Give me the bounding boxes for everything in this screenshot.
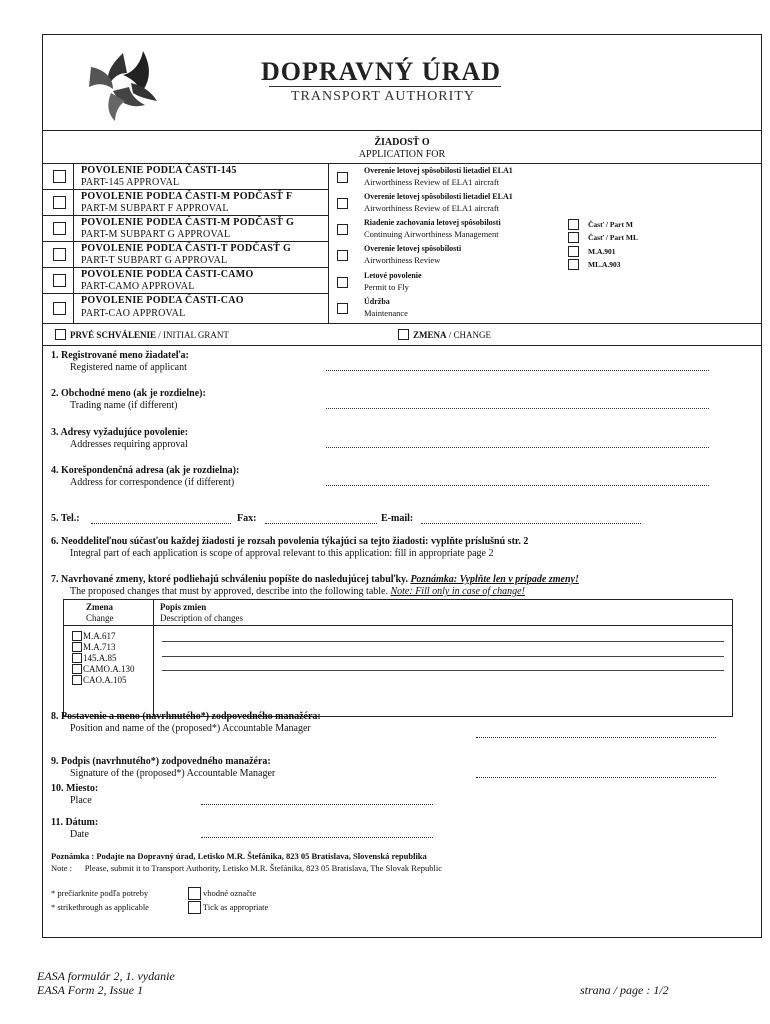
email-field[interactable]	[421, 523, 641, 524]
application-title: ŽIADOSŤ O	[374, 137, 430, 148]
correspondence-field[interactable]	[326, 485, 709, 486]
strike-note-sk: * prečiarknite podľa potreby	[51, 888, 149, 898]
checkbox[interactable]	[53, 196, 66, 209]
form-header	[43, 35, 761, 131]
approval-row-camo[interactable]	[43, 268, 328, 294]
right-row-ela1-2[interactable]	[328, 191, 761, 217]
col-header-change-sk: Zmena	[86, 602, 113, 612]
checkbox[interactable]	[337, 172, 348, 183]
org-rule	[269, 86, 501, 87]
option-label-en: Permit to Fly	[364, 282, 409, 292]
tick-note-sk: vhodné označte	[203, 888, 257, 898]
item-label-sk: 1. Registrované meno žiadateľa:	[51, 350, 189, 361]
checkbox[interactable]	[72, 631, 82, 641]
initial-grant-en: INITIAL GRANT	[162, 330, 229, 340]
approval-row-m-g[interactable]	[43, 216, 328, 242]
col-header-desc-en: Description of changes	[160, 613, 243, 623]
grant-bottom-rule	[43, 345, 761, 346]
approval-label-en: PART-CAO APPROVAL	[81, 308, 186, 319]
legend-checkbox	[188, 901, 201, 914]
right-row-arc[interactable]	[328, 243, 761, 269]
approval-row-cao[interactable]	[43, 294, 328, 323]
checkbox[interactable]	[53, 248, 66, 261]
option-label-sk: Letové povolenie	[364, 271, 422, 280]
item-manager-signature	[51, 756, 275, 780]
item-label-en: Signature of the (proposed*) Accountable Manager	[70, 768, 276, 779]
grant-separator: /	[155, 330, 163, 340]
checkbox[interactable]	[72, 653, 82, 663]
option-label: Časť / Part M	[588, 220, 633, 229]
change-code: M.A.713	[83, 642, 116, 652]
option-label: Časť / Part ML	[588, 233, 638, 242]
approval-label-en: PART-T SUBPART G APPROVAL	[81, 255, 228, 266]
item-label-en: Place	[70, 795, 92, 806]
item-label-sk: 10. Miesto:	[51, 783, 99, 794]
description-line[interactable]	[162, 641, 724, 642]
option-label-en: Airworthiness Review	[364, 255, 441, 265]
item-label-sk: 2. Obchodné meno (ak je rozdielne):	[51, 388, 206, 399]
strike-note-en: * strikethrough as applicable	[51, 902, 149, 912]
change-code: CAMO.A.130	[83, 664, 135, 674]
addresses-field[interactable]	[326, 447, 709, 448]
checkbox[interactable]	[53, 274, 66, 287]
item-correspondence	[51, 465, 239, 489]
initial-grant-label	[70, 330, 229, 340]
changes-text-en: The proposed changes that must by approved, describe into the following table.	[70, 586, 388, 597]
item-label-en: Position and name of the (proposed*) Accountable Manager	[70, 723, 311, 734]
approval-label-en: PART-M SUBPART F APPROVAL	[81, 203, 229, 214]
note-sk-label: Poznámka :	[51, 851, 95, 861]
item-label-en: Trading name (if different)	[70, 400, 178, 411]
registered-name-field[interactable]	[326, 370, 709, 371]
initial-grant-sk: PRVÉ SCHVÁLENIE	[70, 330, 156, 340]
option-label-en: Airworthiness Review of ELA1 aircraft	[364, 177, 500, 187]
row-divider	[73, 294, 74, 323]
row-divider	[73, 268, 74, 293]
change-separator: /	[446, 330, 454, 340]
manager-name-field[interactable]	[476, 737, 716, 738]
col-header-desc-sk: Popis zmien	[160, 602, 207, 612]
initial-grant-checkbox[interactable]	[55, 329, 66, 340]
changes-table	[63, 599, 733, 717]
tel-field[interactable]	[91, 523, 231, 524]
item-trading-name	[51, 388, 206, 412]
option-label-sk: Riadenie zachovania letovej spôsobilosti	[364, 218, 501, 227]
item-label-en: Integral part of each application is scope of approval relevant to this application: fill in appropriate page 2	[70, 548, 494, 559]
change-code: 145.A.85	[83, 653, 117, 663]
approval-label-sk: POVOLENIE PODĽA ČASTI-145	[81, 165, 237, 176]
org-name: DOPRAVNÝ ÚRAD	[261, 57, 502, 86]
item-fax: Fax:	[237, 513, 257, 524]
item-label-en: Registered name of applicant	[70, 362, 187, 373]
description-line[interactable]	[162, 670, 724, 671]
date-field[interactable]	[201, 837, 433, 838]
description-line[interactable]	[162, 656, 724, 657]
option-label-sk: Overenie letovej spôsobilosti	[364, 244, 462, 253]
change-code: M.A.617	[83, 631, 116, 641]
note-sk-text: Podajte na Dopravný úrad, Letisko M.R. Štefánika, 823 05 Bratislava, Slovenská republika	[96, 851, 427, 861]
option-label-sk: Údržba	[364, 297, 390, 306]
right-row-maintenance[interactable]	[328, 296, 761, 322]
option-label: M.A.901	[588, 247, 616, 256]
change-en: CHANGE	[453, 330, 492, 340]
approval-label-en: PART-M SUBPART G APPROVAL	[81, 229, 231, 240]
option-label-en: Continuing Airworthiness Management	[364, 229, 499, 239]
change-checkbox[interactable]	[398, 329, 409, 340]
option-label-en: Maintenance	[364, 308, 408, 318]
changes-text-sk: 7. Navrhované zmeny, ktoré podliehajú schváleniu popíšte do nasledujúcej tabuľky.	[51, 574, 408, 585]
grant-top-rule	[43, 323, 761, 324]
option-label-sk: Overenie letovej spôsobilosti lietadiel ELA1	[364, 166, 513, 175]
right-row-permit[interactable]	[328, 270, 761, 296]
checkbox[interactable]	[337, 303, 348, 314]
checkbox[interactable]	[568, 219, 579, 230]
table-divider	[64, 625, 732, 626]
row-divider	[73, 190, 74, 215]
item-label-sk: 3. Adresy vyžadujúce povolenie:	[51, 427, 189, 438]
approval-row-t-g[interactable]	[43, 242, 328, 268]
change-label	[413, 330, 491, 340]
item-addresses	[51, 427, 188, 451]
approval-label-sk: POVOLENIE PODĽA ČASTI-M PODČASŤ F	[81, 191, 293, 202]
approval-label-sk: POVOLENIE PODĽA ČASTI-CAMO	[81, 269, 254, 280]
item-registered-name	[51, 350, 189, 374]
checkbox[interactable]	[337, 277, 348, 288]
form-id-en: EASA Form 2, Issue 1	[37, 983, 144, 997]
checkbox[interactable]	[568, 232, 579, 243]
item-label-en: Address for correspondence (if different)	[70, 477, 235, 488]
item-tel: 5. Tel.:	[51, 513, 80, 524]
item-scope	[51, 536, 751, 560]
row-divider	[73, 242, 74, 267]
approval-label-sk: POVOLENIE PODĽA ČASTI-T PODČASŤ G	[81, 243, 292, 254]
checkbox[interactable]	[72, 642, 82, 652]
manager-signature-field[interactable]	[476, 777, 716, 778]
checkbox[interactable]	[337, 250, 348, 261]
changes-note-en: Note: Fill only in case of change!	[390, 586, 525, 597]
note-sk	[51, 851, 427, 861]
checkbox[interactable]	[53, 302, 66, 315]
approval-label-en: PART-145 APPROVAL	[81, 177, 180, 188]
checkbox[interactable]	[568, 259, 579, 270]
item-label-en	[51, 586, 751, 598]
checkbox[interactable]	[568, 246, 579, 257]
approval-row-145[interactable]	[43, 164, 328, 190]
checkbox[interactable]	[337, 224, 348, 235]
table-divider	[153, 600, 154, 716]
approval-label-sk: POVOLENIE PODĽA ČASTI-M PODČASŤ G	[81, 217, 295, 228]
item-label-en: Addresses requiring approval	[70, 439, 188, 450]
note-en-label: Note :	[51, 863, 73, 873]
option-label: ML.A.903	[588, 260, 621, 269]
option-label-sk: Overenie letovej spôsobilosti lietadiel ELA1	[364, 192, 513, 201]
item-date	[51, 817, 98, 841]
place-field[interactable]	[201, 804, 433, 805]
checkbox[interactable]	[337, 198, 348, 209]
changes-note-sk: Poznámka: Vyplňte len v prípade zmeny!	[410, 574, 579, 585]
note-en	[51, 863, 442, 873]
right-row-camo-mgmt[interactable]	[328, 217, 761, 243]
item-label-sk	[51, 574, 751, 586]
note-en-text: Please, submit it to Transport Authority, Letisko M.R. Štefánika, 823 05 Bratislava, The Slovak Republic	[84, 863, 442, 873]
change-code: CAO.A.105	[83, 675, 127, 685]
item-label-sk: 11. Dátum:	[51, 817, 99, 828]
change-sk: ZMENA	[413, 330, 447, 340]
item-manager-name	[51, 711, 321, 735]
fax-field[interactable]	[265, 523, 377, 524]
legend-checkbox	[188, 887, 201, 900]
authority-logo	[83, 43, 163, 128]
item-place	[51, 783, 98, 807]
row-divider	[73, 164, 74, 189]
trading-name-field[interactable]	[326, 408, 709, 409]
checkbox[interactable]	[72, 664, 82, 674]
approval-row-m-f[interactable]	[43, 190, 328, 216]
item-label-sk: 6. Neoddeliteľnou súčasťou každej žiadosti je rozsah povolenia týkajúci sa tejto žiadosti: vyplňte príslušnú str. 2	[51, 536, 529, 547]
col-header-change-en: Change	[86, 613, 114, 623]
form-frame	[42, 34, 762, 938]
item-label-sk: 8. Postavenie a meno (navrhnutého*) zodpovedného manažéra:	[51, 711, 321, 722]
approval-label-en: PART-CAMO APPROVAL	[81, 281, 195, 292]
item-label-sk: 9. Podpis (navrhnutého*) zodpovedného manažéra:	[51, 756, 271, 767]
form-id-sk: EASA formulár 2, 1. vydanie	[37, 969, 175, 983]
checkbox[interactable]	[72, 675, 82, 685]
checkbox[interactable]	[53, 170, 66, 183]
item-changes	[51, 574, 751, 598]
item-label-en: Date	[70, 829, 89, 840]
item-email: E-mail:	[381, 513, 414, 524]
page-number: strana / page : 1/2	[580, 983, 669, 997]
org-name-en: TRANSPORT AUTHORITY	[291, 89, 475, 104]
row-divider	[73, 216, 74, 241]
application-subtitle: APPLICATION FOR	[358, 149, 446, 160]
approval-label-sk: POVOLENIE PODĽA ČASTI-CAO	[81, 295, 244, 306]
checkbox[interactable]	[53, 222, 66, 235]
tick-note-en: Tick as appropriate	[203, 902, 269, 912]
item-label-sk: 4. Korešpondenčná adresa (ak je rozdielna):	[51, 465, 240, 476]
right-row-ela1-1[interactable]	[328, 165, 761, 191]
option-label-en: Airworthiness Review of ELA1 aircraft	[364, 203, 500, 213]
